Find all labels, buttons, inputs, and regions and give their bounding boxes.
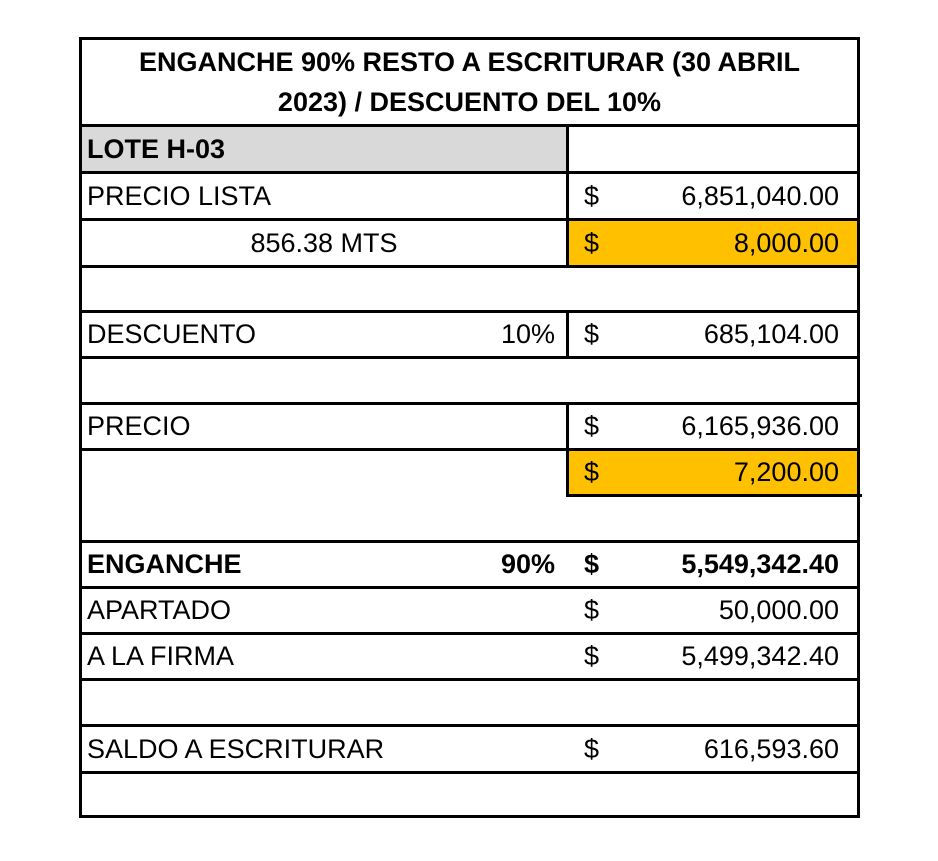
precio-lista-amount: 6,851,040.00 — [681, 180, 839, 211]
descuento-percent: 10% — [500, 319, 555, 349]
empty-row — [82, 771, 857, 815]
currency-symbol: $ — [584, 595, 600, 625]
precio-row — [82, 402, 857, 448]
metros-row — [82, 218, 857, 265]
precio-lista-label: PRECIO LISTA — [87, 180, 272, 211]
currency-symbol: $ — [584, 180, 600, 211]
column-divider — [566, 221, 569, 265]
column-divider — [566, 405, 569, 448]
saldo-label: SALDO A ESCRITURAR — [87, 733, 385, 764]
currency-symbol: $ — [584, 227, 600, 258]
apartado-row — [82, 586, 857, 632]
enganche-amount: 5,549,342.40 — [681, 549, 839, 579]
descuento-row — [82, 310, 857, 356]
saldo-row — [82, 724, 857, 771]
currency-symbol: $ — [584, 549, 600, 579]
orange-bottom-border — [566, 494, 862, 540]
saldo-amount: 616,593.60 — [703, 733, 839, 764]
title-line-2: 2023) / DESCUENTO DEL 10% — [277, 87, 662, 117]
sheet-title — [82, 40, 857, 124]
pricing-sheet — [79, 37, 860, 818]
empty-row — [82, 678, 857, 724]
column-divider — [566, 313, 569, 356]
apartado-label: APARTADO — [87, 595, 232, 625]
precio-lista-row — [82, 171, 857, 218]
firma-label: A LA FIRMA — [87, 641, 235, 671]
precio-m2-amount: 7,200.00 — [733, 457, 839, 487]
precio-m2-lista-amount: 8,000.00 — [733, 227, 839, 258]
currency-symbol: $ — [584, 319, 600, 349]
descuento-label: DESCUENTO — [87, 319, 257, 349]
currency-symbol: $ — [584, 733, 600, 764]
lote-label: LOTE H-03 — [87, 133, 226, 164]
empty-row — [82, 265, 857, 310]
enganche-row — [82, 540, 857, 586]
currency-symbol: $ — [584, 641, 600, 671]
precio-label: PRECIO — [87, 411, 191, 441]
column-divider — [566, 451, 569, 494]
lote-row — [82, 124, 857, 171]
firma-row — [82, 632, 857, 678]
title-line-1: ENGANCHE 90% RESTO A ESCRITURAR (30 ABRIL — [138, 47, 801, 77]
enganche-percent: 90% — [500, 549, 555, 579]
descuento-amount: 685,104.00 — [703, 319, 839, 349]
precio-amount: 6,165,936.00 — [681, 411, 839, 441]
firma-amount: 5,499,342.40 — [681, 641, 839, 671]
apartado-amount: 50,000.00 — [718, 595, 839, 625]
empty-row — [82, 356, 857, 402]
column-divider — [566, 174, 569, 218]
currency-symbol: $ — [584, 457, 600, 487]
precio-m2-row — [82, 448, 857, 494]
currency-symbol: $ — [584, 411, 600, 441]
enganche-label: ENGANCHE — [87, 549, 242, 579]
metros-label: 856.38 MTS — [250, 227, 398, 258]
